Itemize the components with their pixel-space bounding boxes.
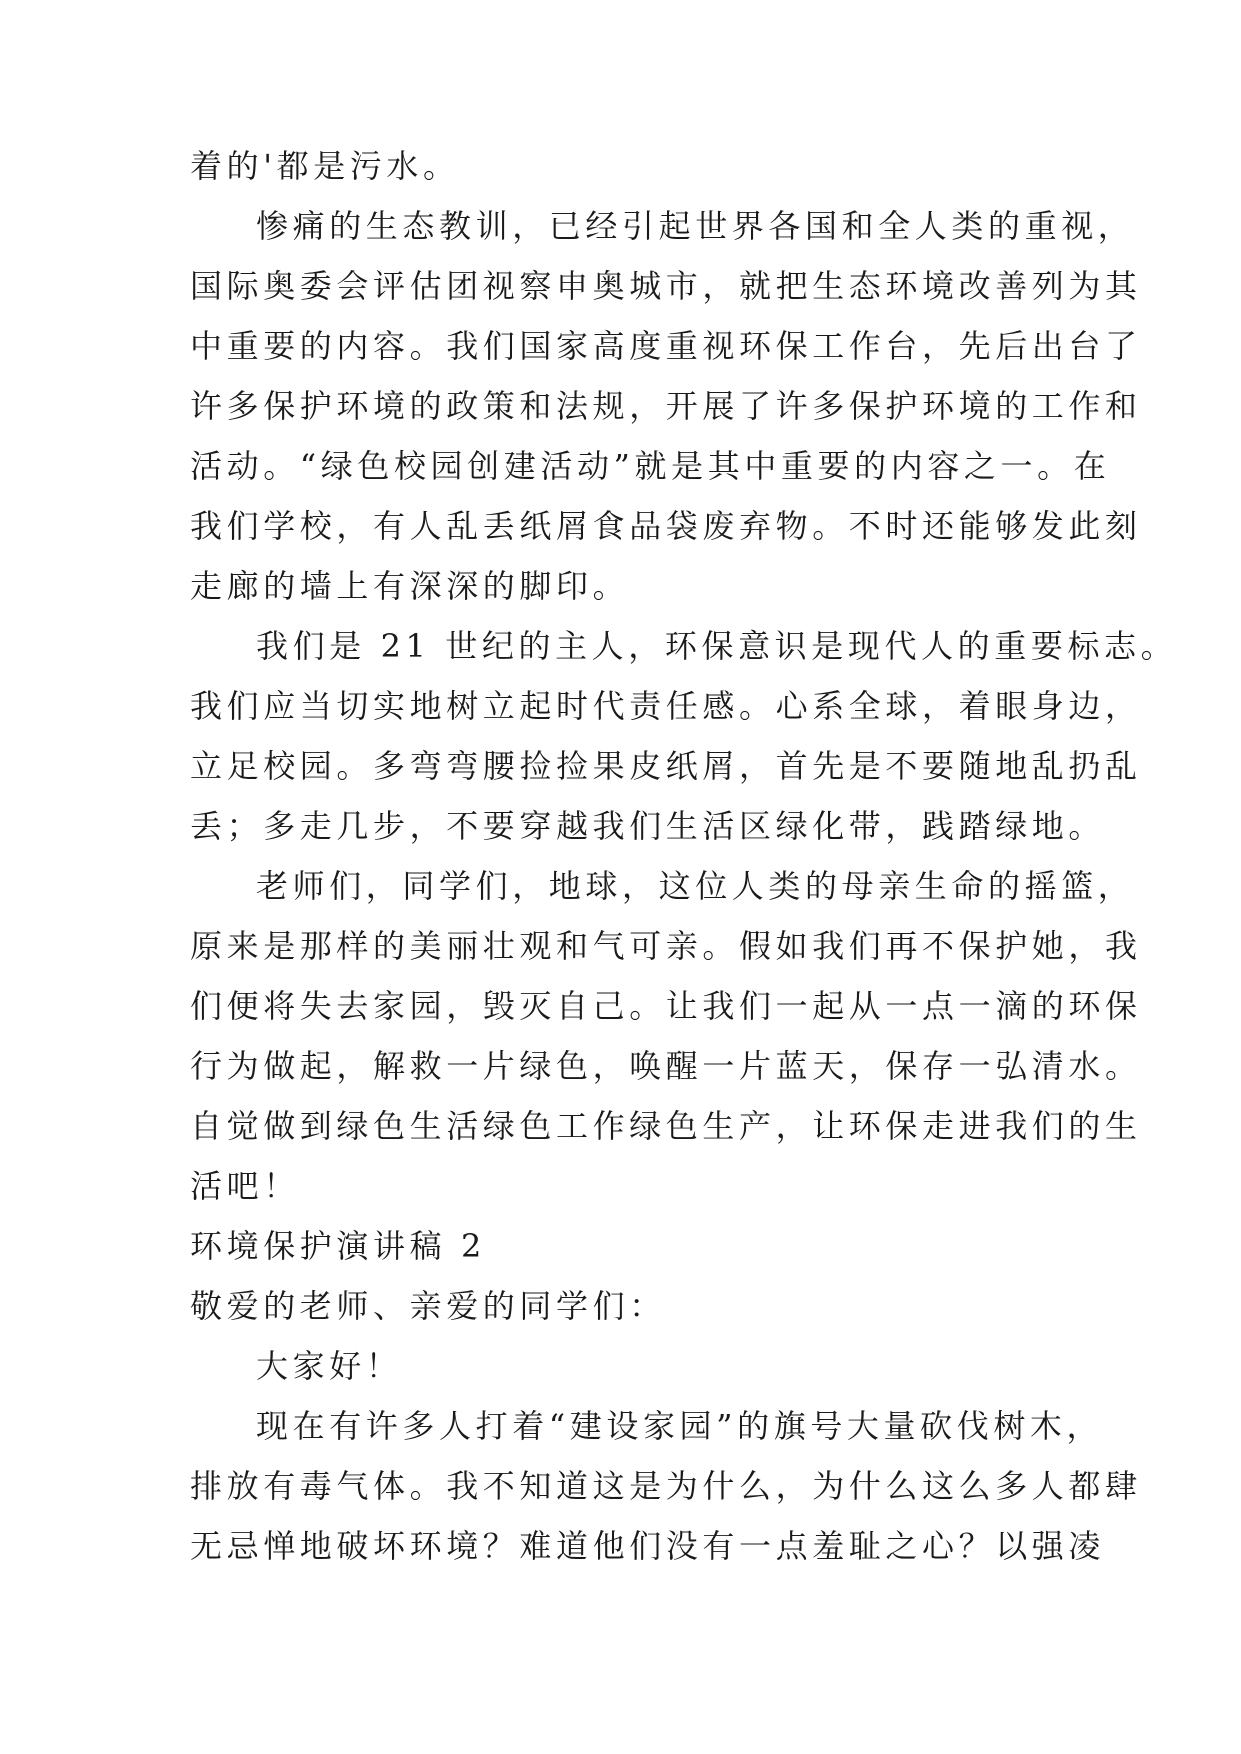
text-line: 许多保护环境的政策和法规，开展了许多保护环境的工作和 bbox=[190, 387, 1142, 425]
text-line: 活动。“绿色校园创建活动”就是其中重要的内容之一。在 bbox=[190, 447, 1111, 485]
paragraph-first-line: 老师们，同学们，地球，这位人类的母亲生命的摇篮， bbox=[256, 867, 1135, 905]
text-line: 国际奥委会评估团视察申奥城市，就把生态环境改善列为其 bbox=[190, 267, 1142, 305]
salutation: 敬爱的老师、亲爱的同学们： bbox=[190, 1287, 666, 1325]
text-line: 走廊的墙上有深深的脚印。 bbox=[190, 567, 630, 605]
text-line: 着的'都是污水。 bbox=[190, 147, 460, 185]
paragraph-first-line: 现在有许多人打着“建设家园”的旗号大量砍伐树木， bbox=[256, 1407, 1104, 1445]
greeting: 大家好！ bbox=[256, 1347, 403, 1385]
text-line: 行为做起，解救一片绿色，唤醒一片蓝天，保存一弘清水。 bbox=[190, 1047, 1142, 1085]
text-line: 自觉做到绿色生活绿色工作绿色生产，让环保走进我们的生 bbox=[190, 1107, 1142, 1145]
text-line: 中重要的内容。我们国家高度重视环保工作台，先后出台了 bbox=[190, 327, 1142, 365]
text-line: 我们应当切实地树立起时代责任感。心系全球，着眼身边， bbox=[190, 687, 1142, 725]
text-line: 排放有毒气体。我不知道这是为什么，为什么这么多人都肆 bbox=[190, 1467, 1142, 1505]
text-line: 们便将失去家园，毁灭自己。让我们一起从一点一滴的环保 bbox=[190, 987, 1142, 1025]
text-line: 活吧！ bbox=[190, 1167, 300, 1205]
section-title: 环境保护演讲稿 2 bbox=[190, 1227, 486, 1265]
paragraph-first-line: 我们是 21 世纪的主人，环保意识是现代人的重要标志。 bbox=[256, 627, 1178, 665]
text-line: 丢；多走几步，不要穿越我们生活区绿化带，践踏绿地。 bbox=[190, 807, 1106, 845]
text-line: 立足校园。多弯弯腰捡捡果皮纸屑，首先是不要随地乱扔乱 bbox=[190, 747, 1142, 785]
text-line: 原来是那样的美丽壮观和气可亲。假如我们再不保护她，我 bbox=[190, 927, 1142, 965]
paragraph-first-line: 惨痛的生态教训，已经引起世界各国和全人类的重视， bbox=[256, 207, 1135, 245]
text-line: 无忌惮地破坏环境？难道他们没有一点羞耻之心？以强凌 bbox=[190, 1527, 1106, 1565]
text-line: 我们学校，有人乱丢纸屑食品袋废弃物。不时还能够发此刻 bbox=[190, 507, 1142, 545]
